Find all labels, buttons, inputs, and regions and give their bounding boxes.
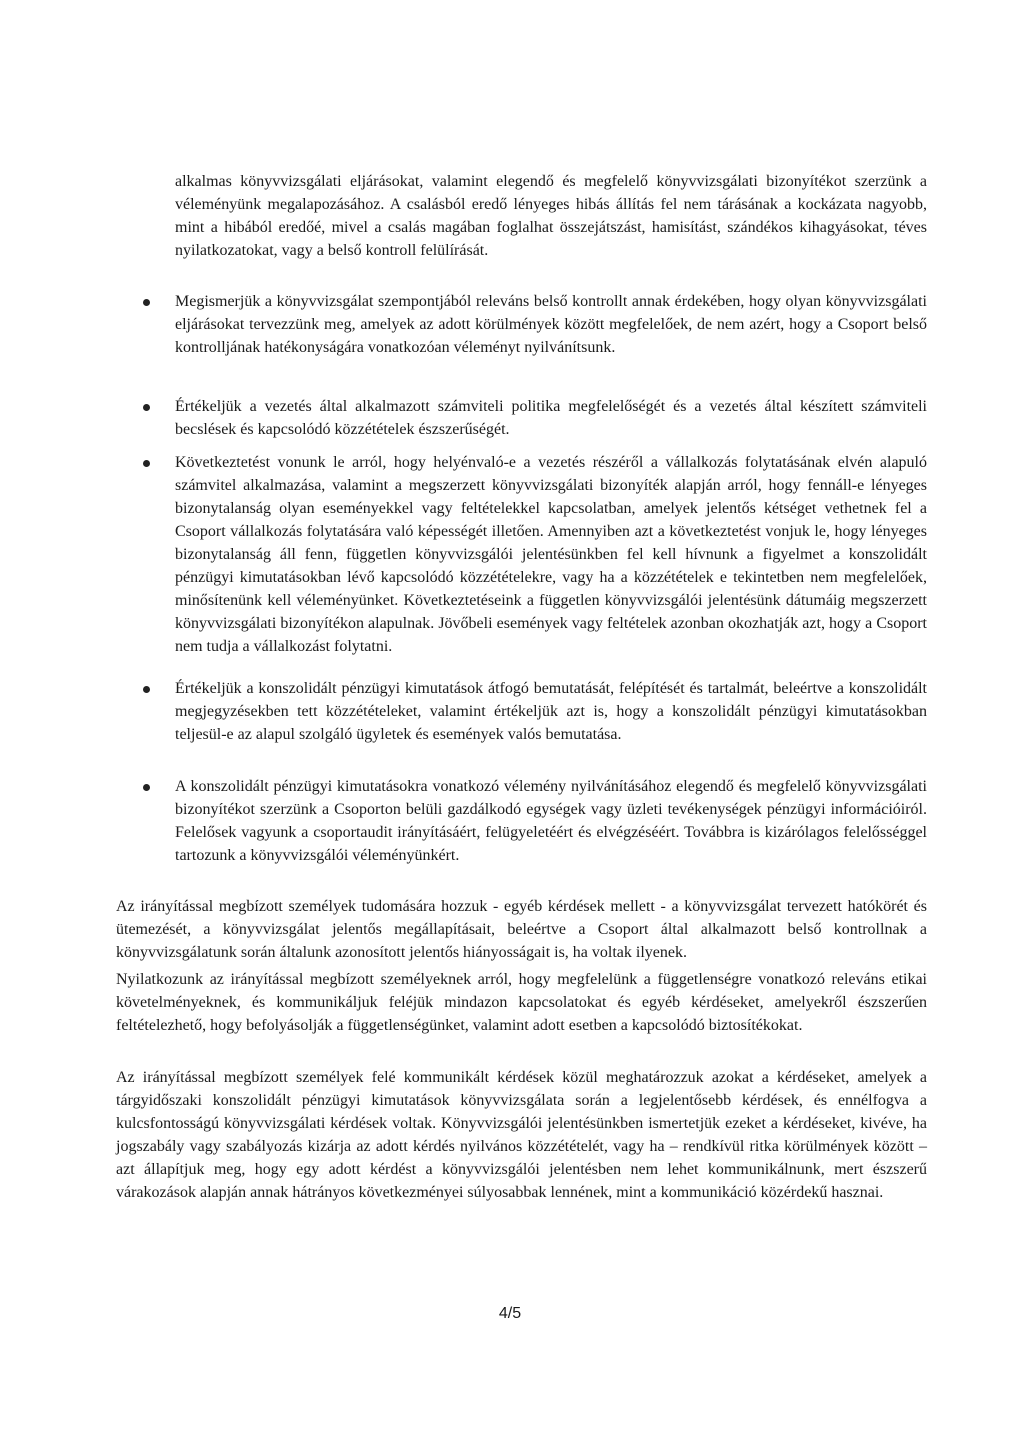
bullet-text: A konszolidált pénzügyi kimutatásokra vonatkozó vélemény nyilvánításához elegendő és megfelelő könyvvizsgálati bizonyítékot szerzünk a Csoporton belüli gazdálkodó egységek vagy üzleti tevékenységek pénzügyi információiról. Felelősek vagyunk a csoportaudit irányításáért, felügyeletéért és elvégzéséért. Továbbra is kizárólagos felelősséggel tartozunk a könyvvizsgálói véleményünkért. [175,778,927,864]
bullet-icon [143,784,150,791]
bullet-icon [143,460,150,467]
bullet-text: Következtetést vonunk le arról, hogy helyénvaló-e a vezetés részéről a vállalkozás folytatásának elvén alapuló számvitel alkalmazása, valamint a megszerzett könyvvizsgálati bizonyíték alapján arról, hogy fennáll-e lényeges bizonytalanság olyan eseményekkel vagy feltételekkel kapcsolatban, amelyek jelentős kétséget vethetnek fel a Csoport vállalkozás folytatására való képességét illetően. Amennyiben azt a következtetést vonjuk le, hogy lényeges bizonytalanság áll fenn, független könyvvizsgálói jelentésünkben fel kell hívnunk a figyelmet a konszolidált pénzügyi kimutatásokban lévő kapcsolódó közzétételekre, vagy ha a közzétételek e tekintetben nem megfelelőek, minősítenünk kell véleményünket. Következtetéseink a független könyvvizsgálói jelentésünk dátumáig megszerzett könyvvizsgálati bizonyítékon alapulnak. Jövőbeli események vagy feltételek azonban okozhatják azt, hogy a Csoport nem tudja a vállalkozást folytatni. [175,454,927,655]
bullet-icon [143,686,150,693]
bullet-text: Értékeljük a vezetés által alkalmazott számviteli politika megfelelőségét és a vezetés által készített számviteli becslések és kapcsolódó közzétételek észszerűségét. [175,398,927,438]
bullet-text: Értékeljük a konszolidált pénzügyi kimutatások átfogó bemutatását, felépítését és tartalmát, beleértve a konszolidált megjegyzésekben tett közzétételeket, valamint értékeljük azt is, hogy a konszolidált pénzügyi kimutatásokban teljesül-e az alapul szolgáló ügyletek és események valós bemutatása. [175,680,927,743]
continuation-paragraph: alkalmas könyvvizsgálati eljárásokat, valamint elegendő és megfelelő könyvvizsgálati bizonyítékot szerzünk a véleményünk megalapozásához. A csalásból eredő lényeges hibás állítás fel nem tárásának a kockázata nagyobb, mint a hibából eredőé, mivel a csalás magában foglalhat összejátszást, hamisítást, szándékos kihagyásokat, téves nyilatkozatokat, vagy a belső kontroll felülírását. [175,173,927,259]
bullet-text: Megismerjük a könyvvizsgálat szempontjából releváns belső kontrollt annak érdekében, hogy olyan könyvvizsgálati eljárásokat tervezzünk meg, amelyek az adott körülmények között megfelelőek, de nem azért, hogy a Csoport belső kontrolljának hatékonyságára vonatkozóan véleményt nyilvánítsunk. [175,293,927,356]
page-number: 4/5 [498,1305,522,1322]
paragraph-independence: Nyilatkozunk az irányítással megbízott személyeknek arról, hogy megfelelünk a függetlenségre vonatkozó releváns etikai követelményeknek, és kommunikáljuk feléjük mindazon kapcsolatokat és egyéb kérdéseket, amelyekről észszerűen feltételezhető, hogy befolyásolják a függetlenségünket, valamint adott esetben a kapcsolódó biztosítékokat. [116,971,927,1034]
bullet-icon [143,404,150,411]
paragraph-key-audit-matters: Az irányítással megbízott személyek felé kommunikált kérdések közül meghatározzuk azokat a kérdéseket, amelyek a tárgyidőszaki konszolidált pénzügyi kimutatások könyvvizsgálata során a legjelentősebb kérdések, és ennélfogva a kulcsfontosságú könyvvizsgálati kérdések voltak. Könyvvizsgálói jelentésünkben ismertetjük ezeket a kérdéseket, kivéve, ha jogszabály vagy szabályozás kizárja az adott kérdés nyilvános közzétételét, vagy ha – rendkívül ritka körülmények között – azt állapítjuk meg, hogy egy adott kérdést a könyvvizsgálói jelentésben nem lehet kommunikálnunk, mert észszerű várakozások alapján annak hátrányos következményei súlyosabbak lennének, mint a kommunikáció közérdekű hasznai. [116,1069,927,1201]
paragraph-communication: Az irányítással megbízott személyek tudomására hozzuk - egyéb kérdések mellett - a könyvvizsgálat tervezett hatókörét és ütemezését, a könyvvizsgálat jelentős megállapításait, beleértve a Csoport által alkalmazott belső kontrollnak a könyvvizsgálatunk során általunk azonosított jelentős hiányosságait is, ha voltak ilyenek. [116,898,927,961]
bullet-icon [143,299,150,306]
